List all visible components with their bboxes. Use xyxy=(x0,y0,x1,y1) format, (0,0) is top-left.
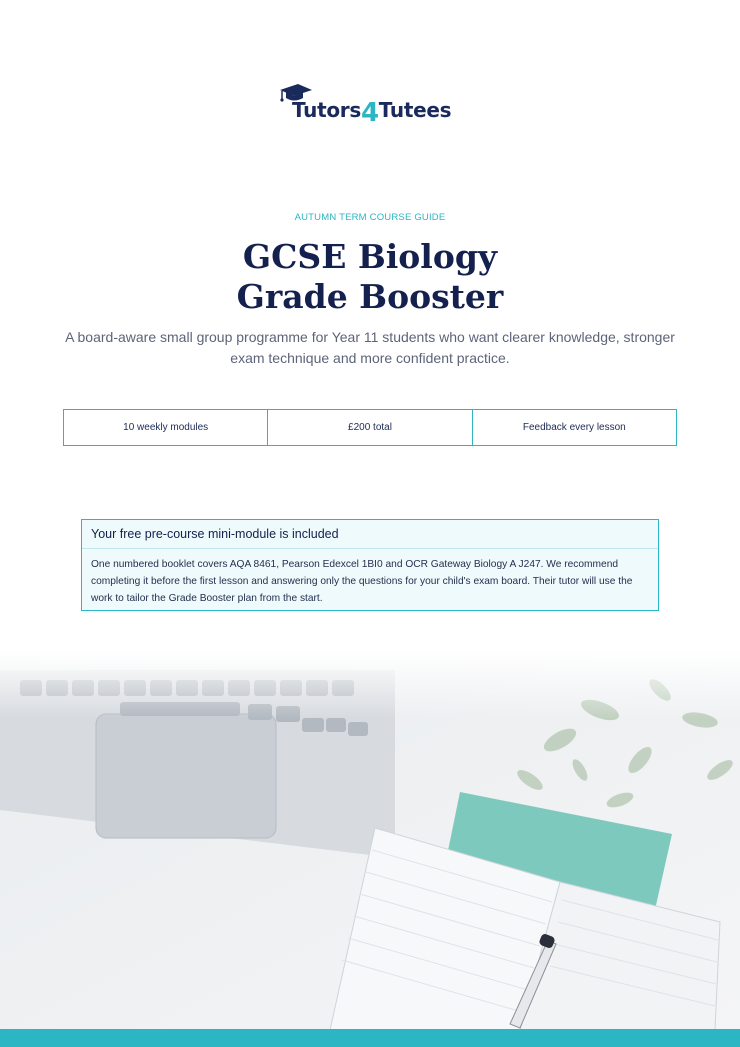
desk-photo xyxy=(0,650,740,1030)
title-line-2: Grade Booster xyxy=(236,277,504,316)
stat-price: £200 total xyxy=(267,410,471,445)
brand-logo xyxy=(0,80,740,130)
footer-accent-bar xyxy=(0,1029,740,1047)
course-stats xyxy=(63,409,677,446)
mini-module-callout xyxy=(81,519,659,611)
stat-modules: 10 weekly modules xyxy=(123,422,209,433)
callout-body: One numbered booklet covers AQA 8461, Pearson Edexcel 1BI0 and OCR Gateway Biology A J247. We recommend completing it before the first lesson and answering only the questions for your child's exam board. Their tutor will use the work to tailor the Grade Booster plan from the start. xyxy=(91,559,633,604)
page-subtitle: A board-aware small group programme for Year 11 students who want clearer knowledge, stronger exam technique and more confident practice. xyxy=(65,329,675,366)
title-line-1: GCSE Biology xyxy=(242,237,498,276)
stat-feedback: Feedback every lesson xyxy=(472,410,676,445)
brand-wordmark: Tutors4Tutees xyxy=(292,98,452,128)
page-title xyxy=(0,237,740,317)
callout-title: Your free pre-course mini-module is included xyxy=(82,527,658,549)
course-eyebrow: AUTUMN TERM COURSE GUIDE xyxy=(294,212,446,223)
